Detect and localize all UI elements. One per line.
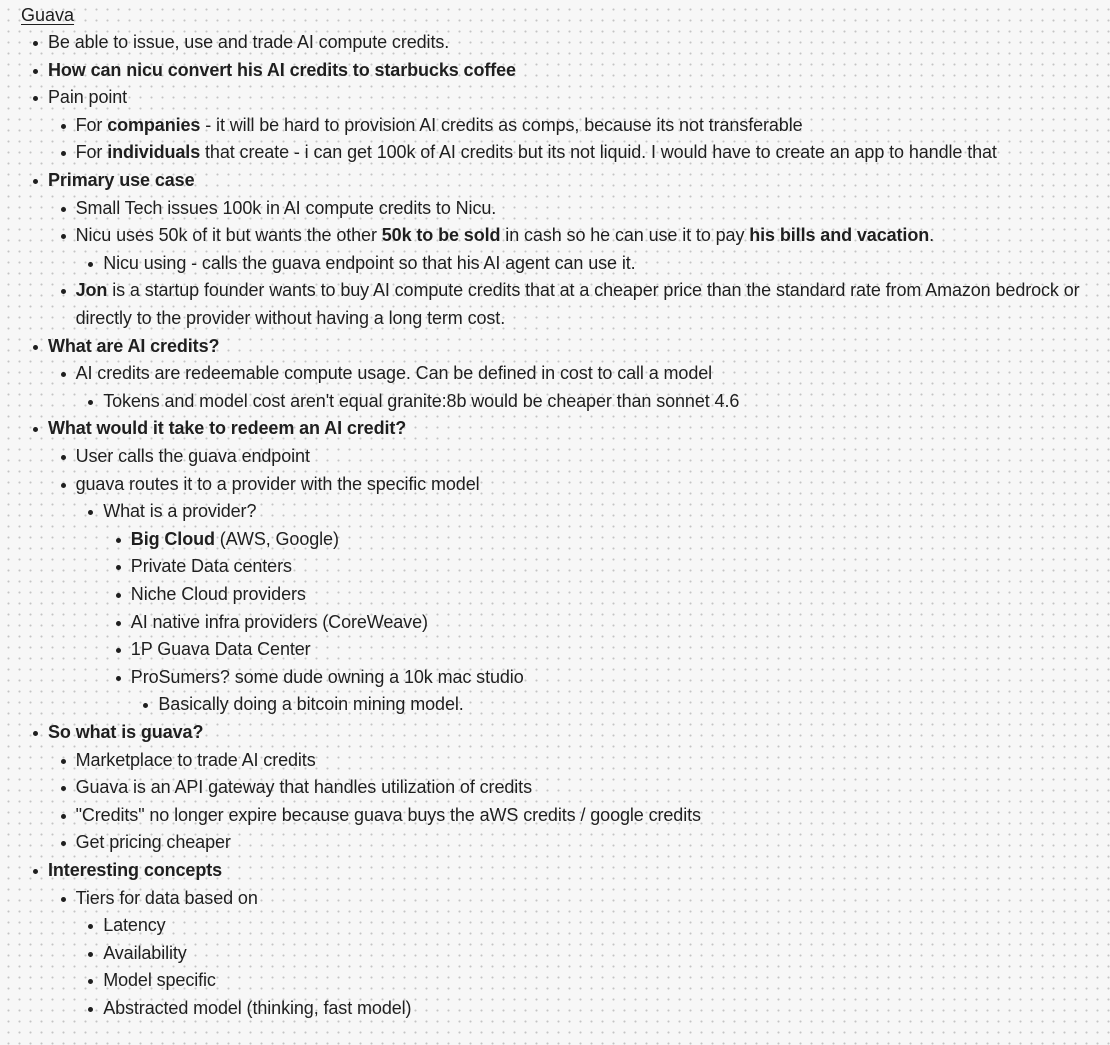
item-text: that create - i can get 100k of AI credits but its not liquid. I would have to create an app to handle that xyxy=(200,142,997,163)
item-text: (AWS, Google) xyxy=(214,528,339,549)
bullet-item-level-4[interactable] xyxy=(131,553,292,581)
bullet-item-level-4[interactable] xyxy=(131,664,524,692)
item-text: Nicu using - calls the guava endpoint so that his AI agent can use it. xyxy=(103,252,636,273)
bold-text: What are AI credits? xyxy=(48,335,220,356)
item-text: Tiers for data based on xyxy=(75,887,258,908)
item-text: "Credits" no longer expire because guava buys the aWS credits / google credits xyxy=(75,804,701,825)
bullet-item-level-2[interactable] xyxy=(76,802,701,830)
bullet-item-level-2[interactable] xyxy=(76,222,934,250)
item-text: Marketplace to trade AI credits xyxy=(75,749,316,770)
bullet-item-level-2[interactable] xyxy=(76,277,1082,332)
item-text: Niche Cloud providers xyxy=(130,584,306,604)
item-text: Nicu uses 50k of it but wants the other xyxy=(75,225,382,246)
item-text: Pain point xyxy=(48,87,128,108)
bullet-item-level-2[interactable] xyxy=(76,471,480,499)
bullet-item-level-4[interactable] xyxy=(131,636,311,664)
bullet-item-level-1[interactable] xyxy=(48,333,219,361)
bold-text: his bills and vacation xyxy=(749,225,930,246)
item-text: is a startup founder wants to buy AI compute credits that at a cheaper price than the standard rate from Amazon bedrock or directly to the provider without having a long term cost. xyxy=(75,280,1080,328)
item-text: Model specific xyxy=(103,970,216,991)
bullet-item-level-1[interactable] xyxy=(48,719,203,747)
bold-text: So what is guava? xyxy=(48,722,204,742)
bullet-item-level-2[interactable] xyxy=(76,774,532,802)
bold-text: How can nicu convert his AI credits to starbucks coffee xyxy=(48,59,516,80)
bullet-item-level-1[interactable] xyxy=(48,415,406,443)
bullet-item-level-3[interactable] xyxy=(103,250,635,278)
item-text: ProSumers? some dude owning a 10k mac studio xyxy=(130,666,524,687)
bullet-item-level-5[interactable] xyxy=(158,691,463,719)
bullet-item-level-3[interactable] xyxy=(103,498,256,526)
bullet-item-level-4[interactable] xyxy=(131,609,428,637)
bullet-item-level-2[interactable] xyxy=(76,443,310,471)
item-text: AI native infra providers (CoreWeave) xyxy=(130,611,428,632)
item-text: - it will be hard to provision AI credits as comps, because its not transferable xyxy=(200,114,803,135)
bullet-item-level-2[interactable] xyxy=(76,885,258,913)
bullet-item-level-3[interactable] xyxy=(103,940,187,968)
bullet-item-level-2[interactable] xyxy=(76,360,712,388)
bullet-item-level-3[interactable] xyxy=(103,912,165,940)
item-text: Guava is an API gateway that handles utilization of credits xyxy=(75,777,532,798)
bullet-item-level-1[interactable] xyxy=(48,57,516,85)
bullet-item-level-2[interactable] xyxy=(76,195,497,223)
item-text: Get pricing cheaper xyxy=(75,832,231,853)
item-text: Availability xyxy=(103,942,187,963)
item-text: Basically doing a bitcoin mining model. xyxy=(158,694,464,715)
item-text: guava routes it to a provider with the specific model xyxy=(75,473,480,494)
bullet-item-level-2[interactable] xyxy=(76,829,231,857)
bullet-item-level-1[interactable] xyxy=(48,84,127,112)
bullet-item-level-4[interactable] xyxy=(131,581,306,609)
bullet-item-level-1[interactable] xyxy=(48,857,222,885)
item-text: What is a provider? xyxy=(103,501,257,522)
bold-text: Big Cloud xyxy=(130,528,215,549)
bullet-item-level-3[interactable] xyxy=(103,388,739,416)
bullet-item-level-1[interactable] xyxy=(48,29,449,57)
item-text: Private Data centers xyxy=(130,556,292,577)
bullet-item-level-2[interactable] xyxy=(76,747,316,775)
bold-text: Jon xyxy=(75,280,108,301)
bullet-item-level-3[interactable] xyxy=(103,995,411,1023)
bold-text: What would it take to redeem an AI credit? xyxy=(48,418,407,439)
bullet-item-level-1[interactable] xyxy=(48,167,195,195)
bold-text: Primary use case xyxy=(48,170,195,190)
item-text: Tokens and model cost aren't equal granite:8b would be cheaper than sonnet 4.6 xyxy=(103,390,740,411)
item-text: 1P Guava Data Center xyxy=(130,639,311,660)
item-text: For xyxy=(75,142,108,163)
bullet-item-level-2[interactable] xyxy=(76,112,803,140)
item-text: Abstracted model (thinking, fast model) xyxy=(103,998,412,1018)
bold-text: companies xyxy=(107,114,201,135)
item-text: in cash so he can use it to pay xyxy=(500,225,750,246)
bullet-item-level-2[interactable] xyxy=(76,139,997,167)
item-text: . xyxy=(929,225,935,246)
item-text: AI credits are redeemable compute usage. Can be defined in cost to call a model xyxy=(75,363,713,384)
item-text: Small Tech issues 100k in AI compute credits to Nicu. xyxy=(75,197,497,218)
item-text: For xyxy=(75,114,108,135)
note-title[interactable]: Guava xyxy=(21,5,75,25)
item-text: Be able to issue, use and trade AI compute credits. xyxy=(48,32,450,52)
item-text: User calls the guava endpoint xyxy=(75,446,310,466)
bullet-item-level-3[interactable] xyxy=(103,967,216,995)
bold-text: individuals xyxy=(107,142,201,163)
item-text: Latency xyxy=(103,915,166,936)
bold-text: Interesting concepts xyxy=(48,860,223,880)
bold-text: 50k to be sold xyxy=(381,225,501,246)
bullet-item-level-4[interactable] xyxy=(131,526,339,554)
